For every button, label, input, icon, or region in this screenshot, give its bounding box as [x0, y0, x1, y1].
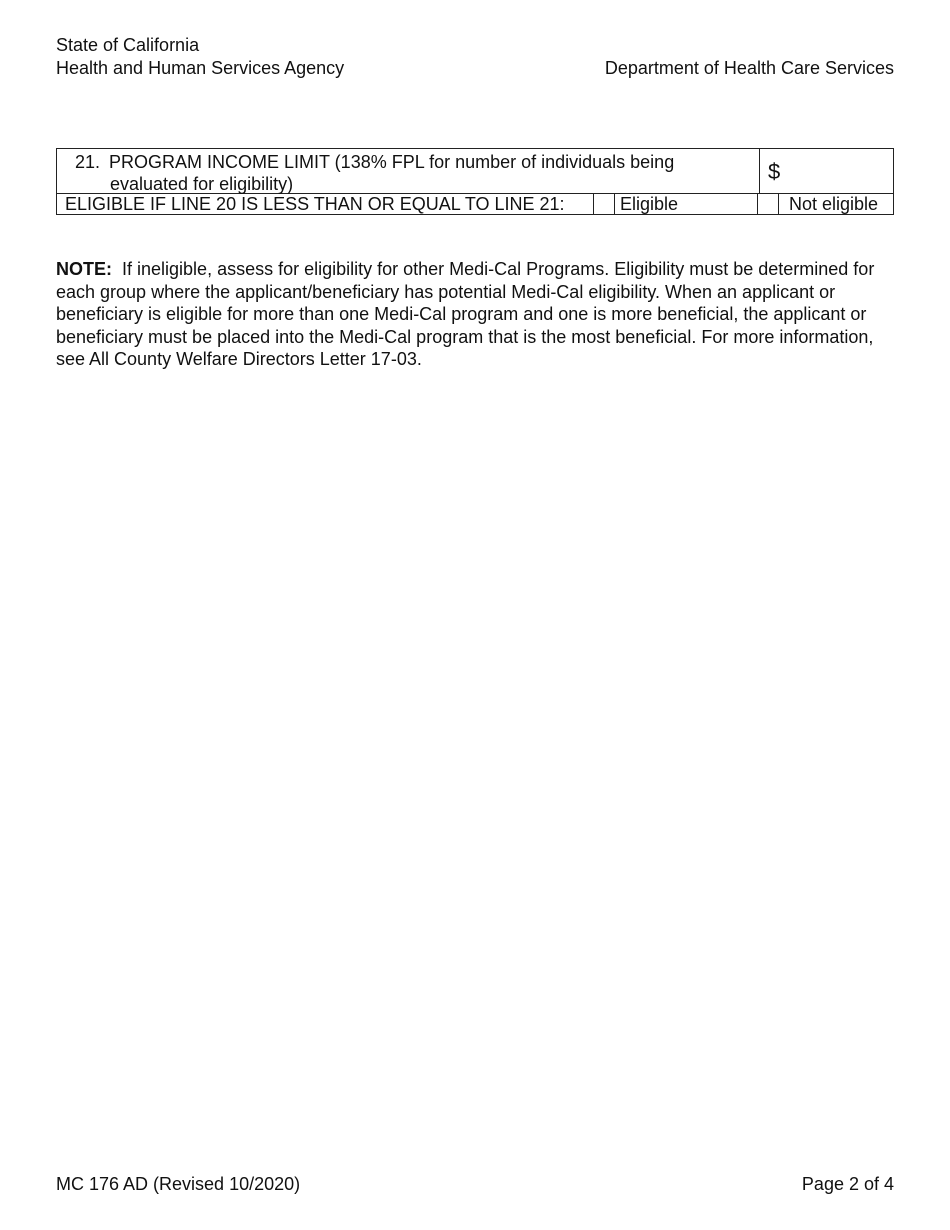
note-paragraph	[56, 258, 906, 371]
eligible-label: Eligible	[620, 194, 679, 214]
line-21-amount-field[interactable]	[759, 149, 894, 193]
line-21-label-continued: evaluated for eligibility)	[110, 174, 294, 194]
department-name: Department of Health Care Services	[604, 58, 894, 78]
form-identifier: MC 176 AD (Revised 10/2020)	[56, 1174, 301, 1194]
eligibility-condition: ELIGIBLE IF LINE 20 IS LESS THAN OR EQUAL TO LINE 21:	[65, 194, 565, 214]
eligibility-row	[57, 193, 893, 215]
state-name: State of California	[56, 35, 200, 55]
line-21-description	[75, 151, 755, 195]
line-21-label: PROGRAM INCOME LIMIT (138% FPL for number of individuals being	[109, 152, 675, 172]
not-eligible-label: Not eligible	[789, 194, 879, 214]
header-agency-block	[56, 34, 344, 80]
eligible-checkbox[interactable]	[593, 193, 615, 215]
line-21-row	[57, 149, 893, 194]
not-eligible-checkbox[interactable]	[757, 193, 779, 215]
note-text: If ineligible, assess for eligibility for other Medi-Cal Programs. Eligibility must be determined for each group where the applicant/beneficiary has potential Medi-Cal eligibility. When an applicant or beneficiary is eligible for more than one Medi-Cal program and one is more beneficial, the applicant or beneficiary must be placed into the Medi-Cal program that is the most beneficial. For more information, see All County Welfare Directors Letter 17-03.	[56, 259, 875, 369]
line-21-number: 21.	[75, 152, 101, 172]
agency-name: Health and Human Services Agency	[56, 58, 345, 78]
income-limit-table	[56, 148, 894, 215]
dollar-sign: $	[768, 159, 781, 184]
page-number: Page 2 of 4	[801, 1174, 894, 1194]
note-title: NOTE:	[56, 259, 112, 279]
